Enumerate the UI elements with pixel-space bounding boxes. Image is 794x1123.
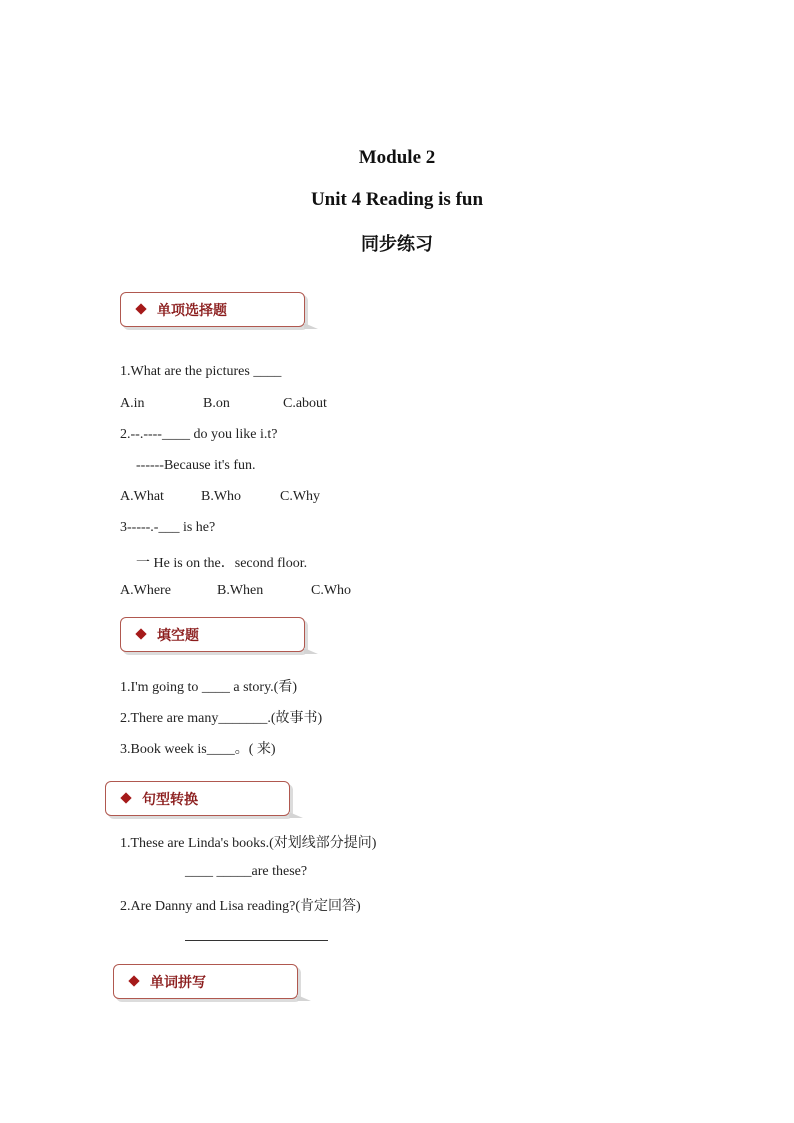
section-header-spelling [113, 964, 298, 999]
section-label: 单词拼写 [150, 975, 206, 991]
unit-title: Unit 4 Reading is fun [310, 189, 484, 210]
option-a: A.Where [120, 583, 171, 598]
fill-item-2: 2.There are many_______.(故事书) [120, 711, 323, 726]
transform-question-1: 1.These are Linda's books.(对划线部分提问) [120, 836, 377, 851]
option-a: A.in [120, 396, 145, 411]
section-label: 填空题 [157, 628, 199, 644]
question-2-reply: ------Because it's fun. [136, 458, 256, 473]
option-c: C.Why [280, 489, 321, 504]
question-2: 2.--.----____ do you like i.t? [120, 427, 278, 442]
section-label: 单项选择题 [157, 303, 227, 319]
option-a: A.What [120, 489, 164, 504]
question-3-reply: 一 He is on the．second floor. [136, 556, 308, 571]
question-3: 3-----.-___ is he? [120, 520, 216, 535]
diamond-bullet-icon [135, 628, 146, 639]
diamond-bullet-icon [128, 975, 139, 986]
module-title: Module 2 [358, 147, 436, 168]
section-header-sentence-transform [105, 781, 290, 816]
fill-item-1: 1.I'm going to ____ a story.(看) [120, 680, 297, 695]
transform-answer-1: ____ _____are these? [185, 864, 308, 879]
transform-question-2: 2.Are Danny and Lisa reading?(肯定回答) [120, 899, 361, 914]
diamond-bullet-icon [135, 303, 146, 314]
option-b: B.on [203, 396, 230, 411]
section-header-fill-blank [120, 617, 305, 652]
option-b: B.Who [201, 489, 242, 504]
exercise-subtitle: 同步练习 [361, 234, 433, 255]
diamond-bullet-icon [120, 792, 131, 803]
fill-item-3: 3.Book week is____。( 来) [120, 742, 276, 757]
option-c: C.about [283, 396, 327, 411]
option-b: B.When [217, 583, 264, 598]
option-c: C.Who [311, 583, 352, 598]
section-label: 句型转换 [142, 792, 198, 808]
section-header-multiple-choice [120, 292, 305, 327]
question-1: 1.What are the pictures ____ [120, 364, 282, 379]
answer-line [185, 940, 328, 941]
